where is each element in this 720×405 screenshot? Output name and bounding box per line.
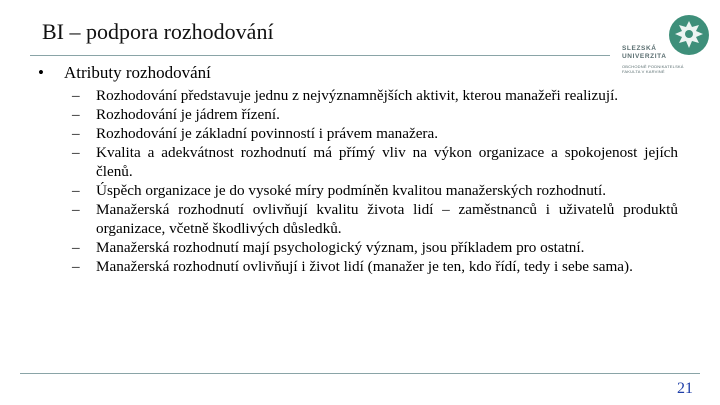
list-item-text: Rozhodování představuje jednu z nejvýznamnějších aktivit, kterou manažeři realizují.: [96, 87, 619, 104]
dash-marker: –: [72, 106, 80, 123]
list-item-text: Úspěch organizace je do vysoké míry podmíněn kvalitou manažerských rozhodnutí.: [96, 182, 607, 199]
main-bullet-text: Atributy rozhodování: [64, 63, 211, 82]
sub-bullet-list: [70, 86, 678, 276]
logo-text-line4: FAKULTA V KARVINÉ: [622, 69, 665, 74]
list-item-text: Manažerská rozhodnutí ovlivňují kvalitu života lidí – zaměstnanců i uživatelů produktů organizace, včetně škodlivých důsledků.: [96, 201, 678, 237]
list-item-text: Manažerská rozhodnutí mají psychologický význam, jsou příkladem pro ostatní.: [96, 239, 585, 256]
list-item-text: Kvalita a adekvátnost rozhodnutí má přímý vliv na výkon organizace a spokojenost jejích členů.: [96, 144, 678, 180]
dash-marker: –: [72, 239, 80, 256]
logo-text-line3: OBCHODNĚ PODNIKATELSKÁ: [622, 64, 684, 69]
slide-title: BI – podpora rozhodování: [42, 19, 274, 44]
main-bullet: [38, 63, 211, 83]
list-item-text: Rozhodování je jádrem řízení.: [96, 106, 280, 123]
list-item: [70, 143, 678, 181]
list-item: [70, 257, 678, 276]
list-item: [70, 238, 678, 257]
university-emblem-icon: [668, 14, 710, 56]
footer-divider: [20, 373, 700, 374]
dash-marker: –: [72, 201, 80, 218]
dash-marker: –: [72, 144, 80, 161]
list-item: [70, 86, 678, 105]
dash-marker: –: [72, 258, 80, 275]
dash-marker: –: [72, 182, 80, 199]
list-item-text: Manažerská rozhodnutí ovlivňují i život lidí (manažer je ten, kdo řídí, tedy i sebe sama).: [96, 258, 633, 275]
list-item: [70, 105, 678, 124]
list-item: [70, 124, 678, 143]
page-number: 21: [677, 380, 693, 397]
university-logo: [622, 14, 712, 78]
bullet-marker: •: [38, 63, 44, 82]
dash-marker: –: [72, 87, 80, 104]
list-item-text: Rozhodování je základní povinností i právem manažera.: [96, 125, 439, 142]
logo-text-line2: UNIVERZITA: [622, 53, 667, 60]
dash-marker: –: [72, 125, 80, 142]
logo-text-line1: SLEZSKÁ: [622, 45, 657, 52]
title-divider: [30, 55, 610, 56]
list-item: [70, 200, 678, 238]
list-item: [70, 181, 678, 200]
